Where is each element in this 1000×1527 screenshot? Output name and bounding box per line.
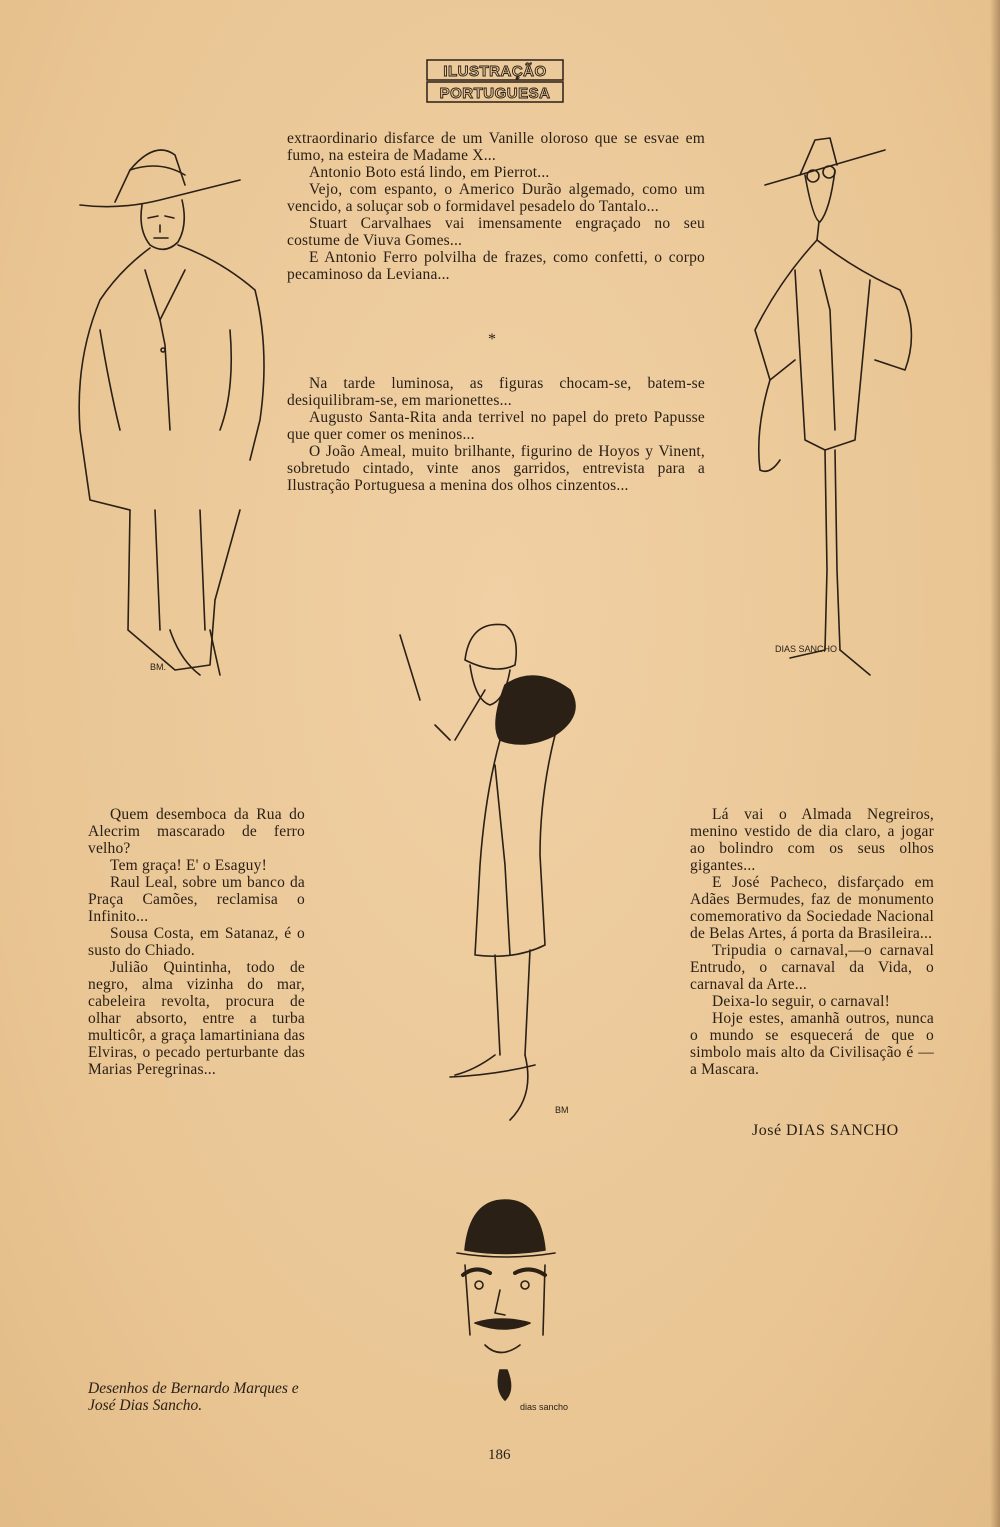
paragraph: E Antonio Ferro polvilha de frazes, como confetti, o corpo pecaminoso da Leviana... xyxy=(287,249,705,283)
paragraph: Quem desemboca da Rua do Alecrim mascarado de ferro velho? xyxy=(88,806,305,857)
paragraph: Na tarde luminosa, as figuras chocam-se, batem-se desiquilibram-se, em marionettes... xyxy=(287,375,705,409)
page-edge-shadow xyxy=(990,0,1000,1527)
paragraph: Sousa Costa, em Satanaz, é o susto do Chiado. xyxy=(88,925,305,959)
paragraph: Tripudia o carnaval,—o carnaval Entrudo, o carnaval da Vida, o carnaval da Arte... xyxy=(690,942,934,993)
right-column-text xyxy=(690,806,934,1078)
drawing-signature: DIAS SANCHO xyxy=(775,644,838,654)
paragraph: Hoje estes, amanhã outros, nunca o mundo se esquecerá de que o simbolo mais alto da Civilisação é — a Mascara. xyxy=(690,1010,934,1078)
paragraph: O João Ameal, muito brilhante, figurino de Hoyos y Vinent, sobretudo cintado, vinte anos garridos, entrevista para a Ilustração Portuguesa a menina dos olhos cinzentos... xyxy=(287,443,705,494)
caricature-woman-with-fur-collar xyxy=(395,615,595,1135)
paragraph: Antonio Boto está lindo, em Pierrot... xyxy=(309,164,550,181)
paragraph: extraordinario disfarce de um Vanille oloroso que se esvae em fumo, na esteira de Madame X... xyxy=(287,130,705,164)
page-number: 186 xyxy=(488,1447,511,1463)
drawing-signature: BM xyxy=(555,1105,569,1115)
drawing-signature: dias sancho xyxy=(520,1402,569,1412)
paragraph: Tem graça! E' o Esaguy! xyxy=(110,857,267,874)
author-name: José DIAS SANCHO xyxy=(752,1122,899,1139)
drawing-signature: BM. xyxy=(150,662,167,672)
paragraph: Julião Quintinha, todo de negro, alma vizinha do mar, cabeleira revolta, procura de olhar absorto, entre a turba multicôr, a graça lamartiniana das Elviras, o pecado perturbante das Marias Peregrinas... xyxy=(88,959,305,1078)
caricature-man-in-overcoat xyxy=(60,130,280,680)
paragraph: Deixa-lo seguir, o carnaval! xyxy=(712,993,890,1010)
masthead-logo xyxy=(425,56,565,106)
masthead-line2: PORTUGUESA xyxy=(439,85,551,102)
paragraph: Raul Leal, sobre um banco da Praça Camões, reclamisa o Infinito... xyxy=(88,874,305,925)
section-separator: * xyxy=(488,331,496,348)
paragraph: Stuart Carvalhaes vai imensamente engraçado no seu costume de Viuva Gomes... xyxy=(287,215,705,249)
paragraph: Lá vai o Almada Negreiros, menino vestido de dia claro, a jogar ao bolindro com os seus olhos gigantes... xyxy=(690,806,934,874)
paragraph: E José Pacheco, disfarçado em Adães Bermudes, faz de monumento comemorativo da Sociedade Nacional de Belas Artes, á porta da Brasileira... xyxy=(690,874,934,942)
caricature-man-with-bowler-hat xyxy=(445,1195,575,1420)
paragraph: Vejo, com espanto, o Americo Durão algemado, como um vencido, a soluçar sob o formidavel pesadelo do Tantalo... xyxy=(287,181,705,215)
illustration-credits: Desenhos de Bernardo Marques e José Dias Sancho. xyxy=(88,1380,299,1414)
left-column-text xyxy=(88,806,305,1078)
caricature-tall-man-with-glasses xyxy=(735,130,935,690)
paragraph: Augusto Santa-Rita anda terrivel no papel do preto Papusse que quer comer os meninos... xyxy=(287,409,705,443)
top-article-text xyxy=(287,130,705,283)
middle-article-text xyxy=(287,375,705,494)
masthead-line1: ILUSTRAÇÃO xyxy=(443,63,547,80)
